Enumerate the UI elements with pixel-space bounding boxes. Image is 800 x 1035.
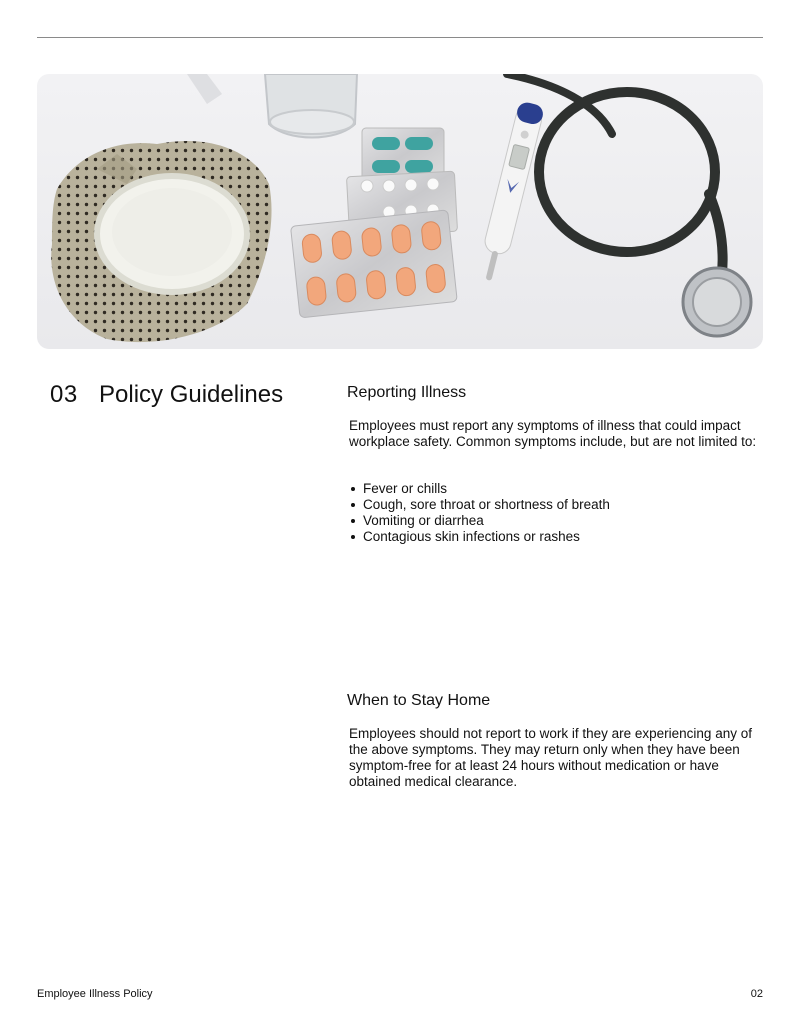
ice-bag-icon — [51, 141, 271, 342]
footer-page-number: 02 — [750, 988, 763, 1000]
medical-supplies-illustration — [37, 74, 763, 349]
list-item: Contagious skin infections or rashes — [349, 529, 610, 545]
water-glass-icon — [187, 74, 357, 138]
stethoscope-icon — [507, 74, 751, 336]
hero-photo — [37, 74, 763, 349]
section-title: Policy Guidelines — [99, 381, 284, 408]
reporting-illness-heading: Reporting Illness — [347, 384, 467, 401]
footer-document-title: Employee Illness Policy — [37, 988, 153, 1000]
orange-tablet-blister-icon — [291, 210, 458, 318]
header-divider — [37, 37, 763, 38]
thermometer-icon — [476, 100, 545, 283]
list-item: Cough, sore throat or shortness of breath — [349, 497, 610, 513]
symptom-list — [349, 481, 610, 545]
stay-home-heading: When to Stay Home — [347, 692, 491, 709]
reporting-illness-paragraph: Employees must report any symptoms of illness that could impact workplace safety. Common symptoms include, but are not limited to: — [349, 418, 757, 449]
list-item: Fever or chills — [349, 481, 610, 497]
section-number: 03 — [50, 381, 78, 408]
list-item: Vomiting or diarrhea — [349, 513, 610, 529]
stay-home-paragraph: Employees should not report to work if they are experiencing any of the above symptoms. They may return only when they have been symptom-free for at least 24 hours without medication or have obtained medical clearance. — [349, 726, 752, 789]
